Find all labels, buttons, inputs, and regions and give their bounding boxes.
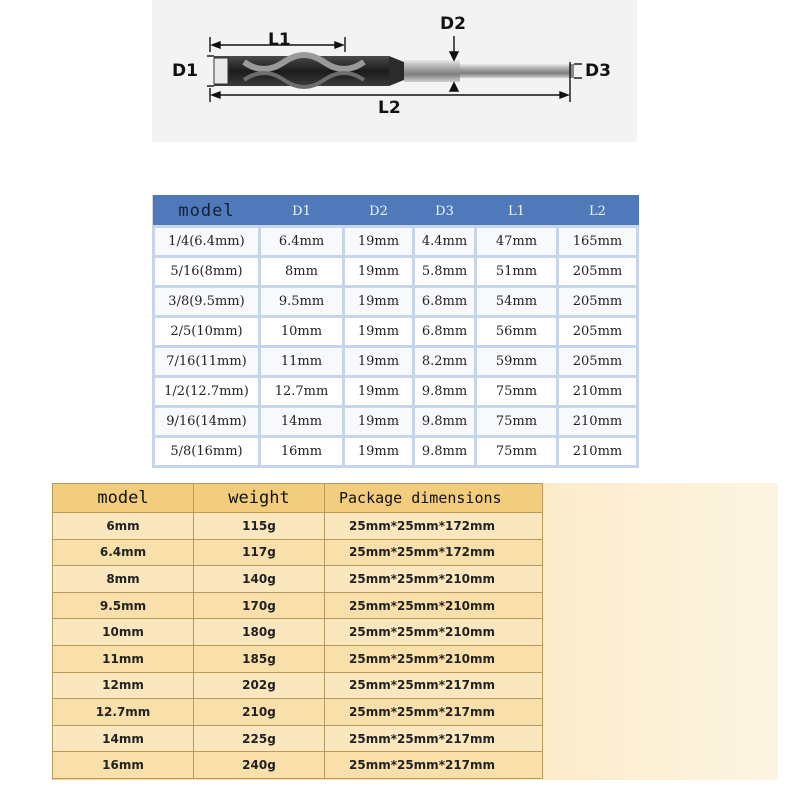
spec-cell: 19mm <box>344 437 414 467</box>
spec-row <box>154 317 638 347</box>
weight-cell-weight: 210g <box>194 699 325 726</box>
weight-cell-package: 25mm*25mm*172mm <box>325 539 543 566</box>
spec-cell: 9.8mm <box>414 377 476 407</box>
spec-cell: 205mm <box>558 287 638 317</box>
weight-cell-package: 25mm*25mm*217mm <box>325 752 543 779</box>
spec-cell: 54mm <box>476 287 558 317</box>
weight-row <box>53 566 543 593</box>
spec-cell: 6.8mm <box>414 317 476 347</box>
weight-cell-weight: 202g <box>194 672 325 699</box>
spec-cell: 47mm <box>476 227 558 257</box>
weight-cell-model: 6.4mm <box>53 539 194 566</box>
weight-cell-weight: 117g <box>194 539 325 566</box>
spec-cell: 19mm <box>344 317 414 347</box>
weight-row <box>53 645 543 672</box>
weight-cell-package: 25mm*25mm*210mm <box>325 566 543 593</box>
weight-row <box>53 513 543 540</box>
spec-cell: 3/8(9.5mm) <box>154 287 260 317</box>
spec-header-d3: D3 <box>414 196 476 227</box>
weight-cell-model: 6mm <box>53 513 194 540</box>
spec-cell: 4.4mm <box>414 227 476 257</box>
spec-header-model: model <box>154 196 260 227</box>
weight-cell-weight: 225g <box>194 725 325 752</box>
spec-cell: 210mm <box>558 377 638 407</box>
weight-row <box>53 592 543 619</box>
weight-cell-model: 10mm <box>53 619 194 646</box>
weight-cell-weight: 185g <box>194 645 325 672</box>
weight-cell-package: 25mm*25mm*217mm <box>325 725 543 752</box>
weight-table-body <box>53 513 543 779</box>
spec-cell: 9.5mm <box>260 287 344 317</box>
weight-cell-package: 25mm*25mm*210mm <box>325 619 543 646</box>
spec-cell: 1/2(12.7mm) <box>154 377 260 407</box>
spec-header-l2: L2 <box>558 196 638 227</box>
weight-row <box>53 539 543 566</box>
spec-cell: 19mm <box>344 347 414 377</box>
chisel-body <box>214 55 574 87</box>
spec-cell: 51mm <box>476 257 558 287</box>
spec-cell: 5/8(16mm) <box>154 437 260 467</box>
dimension-spec-table <box>152 195 639 468</box>
spec-cell: 9.8mm <box>414 437 476 467</box>
spec-header-row <box>154 196 638 227</box>
weight-cell-package: 25mm*25mm*217mm <box>325 672 543 699</box>
spec-row <box>154 377 638 407</box>
spec-cell: 19mm <box>344 377 414 407</box>
weight-panel <box>52 483 778 780</box>
weight-cell-model: 16mm <box>53 752 194 779</box>
spec-cell: 9/16(14mm) <box>154 407 260 437</box>
spec-row <box>154 437 638 467</box>
spec-cell: 75mm <box>476 377 558 407</box>
spec-header-d2: D2 <box>344 196 414 227</box>
label-d3: D3 <box>585 61 611 81</box>
spec-cell: 8.2mm <box>414 347 476 377</box>
weight-cell-model: 8mm <box>53 566 194 593</box>
weight-cell-weight: 140g <box>194 566 325 593</box>
spec-cell: 205mm <box>558 317 638 347</box>
spec-table-body <box>154 227 638 467</box>
weight-row <box>53 619 543 646</box>
weight-row <box>53 699 543 726</box>
spec-cell: 6.4mm <box>260 227 344 257</box>
weight-cell-model: 11mm <box>53 645 194 672</box>
spec-cell: 11mm <box>260 347 344 377</box>
weight-cell-model: 12mm <box>53 672 194 699</box>
label-d2: D2 <box>440 14 466 34</box>
weight-cell-package: 25mm*25mm*217mm <box>325 699 543 726</box>
label-l2: L2 <box>378 98 401 118</box>
spec-cell: 205mm <box>558 347 638 377</box>
weight-cell-weight: 240g <box>194 752 325 779</box>
weight-header-package: Package dimensions <box>325 484 543 513</box>
weight-cell-weight: 115g <box>194 513 325 540</box>
spec-cell: 5.8mm <box>414 257 476 287</box>
weight-cell-model: 14mm <box>53 725 194 752</box>
spec-cell: 1/4(6.4mm) <box>154 227 260 257</box>
weight-row <box>53 672 543 699</box>
tool-diagram <box>152 0 637 142</box>
spec-cell: 16mm <box>260 437 344 467</box>
spec-cell: 19mm <box>344 227 414 257</box>
spec-cell: 5/16(8mm) <box>154 257 260 287</box>
spec-row <box>154 257 638 287</box>
spec-cell: 2/5(10mm) <box>154 317 260 347</box>
weight-row <box>53 752 543 779</box>
weight-header-weight: weight <box>194 484 325 513</box>
spec-cell: 75mm <box>476 437 558 467</box>
spec-cell: 9.8mm <box>414 407 476 437</box>
spec-cell: 210mm <box>558 437 638 467</box>
spec-row <box>154 227 638 257</box>
spec-cell: 19mm <box>344 257 414 287</box>
spec-cell: 8mm <box>260 257 344 287</box>
weight-row <box>53 725 543 752</box>
label-l1: L1 <box>268 30 291 50</box>
spec-header-l1: L1 <box>476 196 558 227</box>
weight-cell-weight: 170g <box>194 592 325 619</box>
spec-cell: 14mm <box>260 407 344 437</box>
spec-cell: 19mm <box>344 407 414 437</box>
spec-cell: 10mm <box>260 317 344 347</box>
weight-cell-package: 25mm*25mm*210mm <box>325 592 543 619</box>
weight-cell-package: 25mm*25mm*172mm <box>325 513 543 540</box>
spec-cell: 12.7mm <box>260 377 344 407</box>
spec-cell: 210mm <box>558 407 638 437</box>
spec-cell: 19mm <box>344 287 414 317</box>
spec-cell: 7/16(11mm) <box>154 347 260 377</box>
mortise-chisel-drawing <box>152 0 637 142</box>
spec-cell: 59mm <box>476 347 558 377</box>
weight-cell-model: 9.5mm <box>53 592 194 619</box>
spec-cell: 165mm <box>558 227 638 257</box>
spec-header-d1: D1 <box>260 196 344 227</box>
spec-cell: 205mm <box>558 257 638 287</box>
label-d1: D1 <box>172 61 198 81</box>
weight-header-row <box>53 484 543 513</box>
weight-header-model: model <box>53 484 194 513</box>
spec-row <box>154 347 638 377</box>
spec-cell: 75mm <box>476 407 558 437</box>
spec-row <box>154 287 638 317</box>
weight-cell-weight: 180g <box>194 619 325 646</box>
weight-cell-model: 12.7mm <box>53 699 194 726</box>
spec-cell: 6.8mm <box>414 287 476 317</box>
weight-cell-package: 25mm*25mm*210mm <box>325 645 543 672</box>
weight-package-table <box>52 483 543 779</box>
spec-cell: 56mm <box>476 317 558 347</box>
spec-row <box>154 407 638 437</box>
